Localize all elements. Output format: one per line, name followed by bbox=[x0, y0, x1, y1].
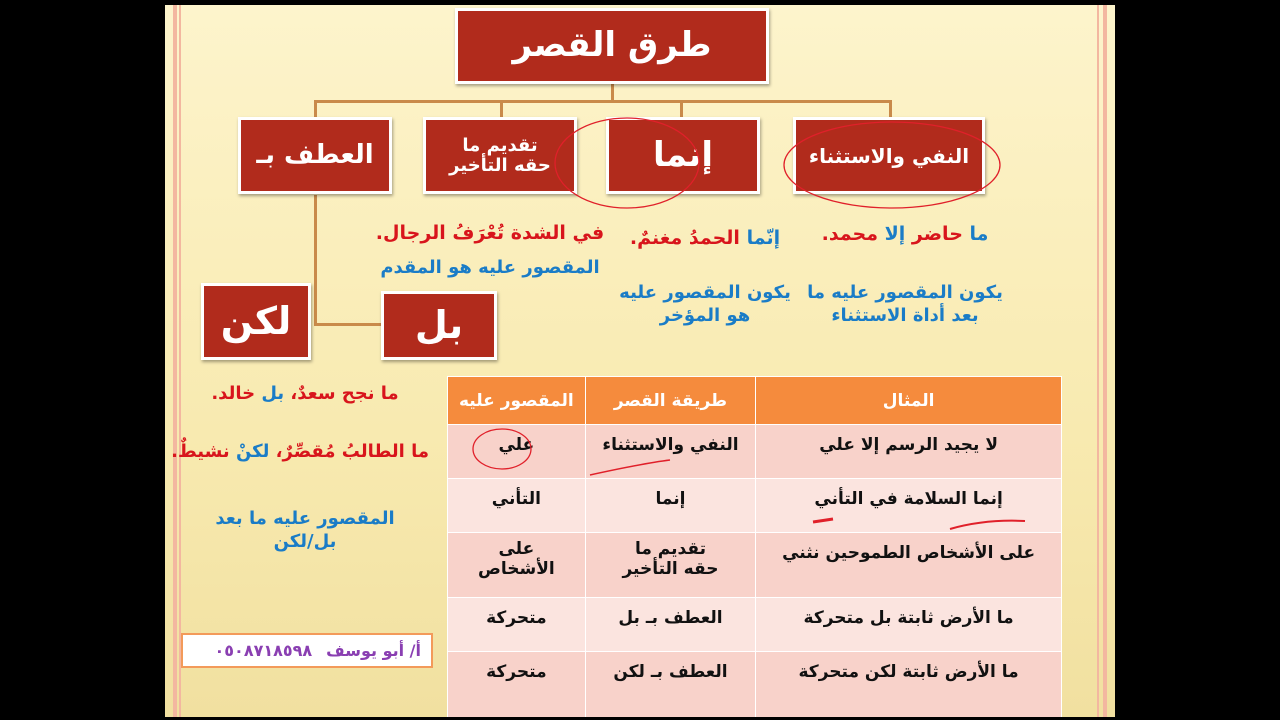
cell: ما الأرض ثابتة لكن متحركة bbox=[756, 652, 1062, 718]
cell: إنما bbox=[585, 479, 755, 533]
cell: العطف بـ لكن bbox=[585, 652, 755, 718]
rule-negation: يكون المقصور عليه ما بعد أداة الاستثناء bbox=[807, 282, 1003, 327]
cell: لا يجيد الرسم إلا علي bbox=[756, 425, 1062, 479]
cell: التأني bbox=[448, 479, 586, 533]
author-phone: ٠٥٠٨٧١٨٥٩٨ bbox=[214, 641, 313, 660]
author-name: أ/ أبو يوسف bbox=[326, 641, 421, 660]
table-row bbox=[448, 598, 1062, 652]
conj-box-bal: بل bbox=[381, 291, 497, 360]
header-restricted: المقصور عليه bbox=[448, 377, 586, 425]
title-box: طرق القصر bbox=[455, 8, 769, 84]
cell: علي bbox=[448, 425, 586, 479]
cell: إنما السلامة في التأني bbox=[756, 479, 1062, 533]
cell: تقديم ما حقه التأخير bbox=[585, 533, 755, 598]
decorative-stripe bbox=[179, 5, 181, 717]
table-row bbox=[448, 425, 1062, 479]
connector bbox=[500, 100, 503, 118]
cell: متحركة bbox=[448, 652, 586, 718]
example-bal: ما نجح سعدٌ، بل خالد. bbox=[211, 383, 399, 404]
cell: على الأشخاص الطموحين نثني bbox=[756, 533, 1062, 598]
cell: العطف بـ بل bbox=[585, 598, 755, 652]
method-box-negation: النفي والاستثناء bbox=[793, 117, 985, 194]
table-row bbox=[448, 652, 1062, 718]
example-precedence: في الشدة تُعْرَفُ الرجال. bbox=[375, 222, 605, 244]
cell: النفي والاستثناء bbox=[585, 425, 755, 479]
connector bbox=[314, 323, 382, 326]
conj-box-lakin: لكن bbox=[201, 283, 311, 360]
table-row bbox=[448, 479, 1062, 533]
example-negation: ما حاضر إلا محمد. bbox=[821, 223, 989, 245]
rule-conjunction: المقصور عليه ما بعد بل/لكن bbox=[215, 508, 395, 553]
decorative-stripe bbox=[1103, 5, 1107, 717]
header-example: المثال bbox=[756, 377, 1062, 425]
author-footer bbox=[181, 633, 433, 668]
decorative-stripe bbox=[173, 5, 177, 717]
connector bbox=[314, 100, 317, 118]
table-row bbox=[448, 533, 1062, 598]
connector bbox=[314, 195, 317, 325]
slide bbox=[165, 5, 1115, 717]
header-method: طريقة القصر bbox=[585, 377, 755, 425]
connector bbox=[680, 100, 683, 118]
decorative-stripe bbox=[1097, 5, 1099, 717]
method-box-precedence: تقديم ما حقه التأخير bbox=[423, 117, 577, 194]
summary-table bbox=[447, 376, 1062, 717]
cell: ما الأرض ثابتة بل متحركة bbox=[756, 598, 1062, 652]
connector bbox=[889, 100, 892, 118]
method-box-conjunction: العطف بـ bbox=[238, 117, 392, 194]
rule-innama: يكون المقصور عليه هو المؤخر bbox=[619, 282, 791, 327]
method-box-innama: إنما bbox=[606, 117, 760, 194]
connector bbox=[314, 100, 891, 103]
cell: متحركة bbox=[448, 598, 586, 652]
example-innama: إنّما الحمدُ مغنمٌ. bbox=[629, 227, 781, 249]
connector bbox=[611, 82, 614, 102]
rule-precedence: المقصور عليه هو المقدم bbox=[380, 257, 600, 278]
example-lakin: ما الطالبُ مُقصِّرٌ، لكنْ نشيطٌ. bbox=[171, 441, 429, 462]
cell: على الأشخاص bbox=[448, 533, 586, 598]
